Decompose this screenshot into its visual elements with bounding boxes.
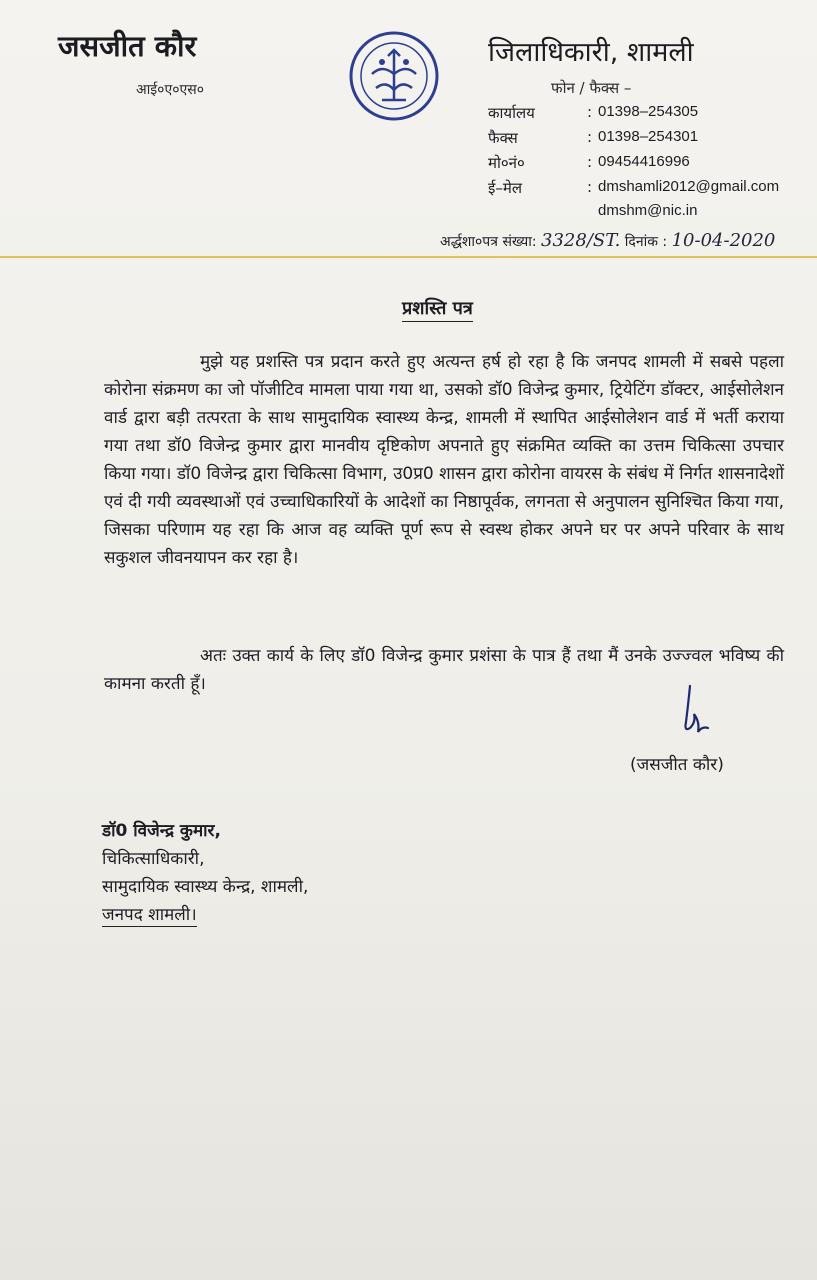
sender-name: जसजीत कौर	[58, 29, 197, 63]
header-divider	[0, 256, 817, 258]
contact-separator: :	[587, 153, 593, 171]
contact-separator: :	[587, 178, 593, 196]
letter-paragraph-1: मुझे यह प्रशस्ति पत्र प्रदान करते हुए अत्यन्त हर्ष हो रहा है कि जनपद शामली में सबसे पहला कोरोना संक्रमण का जो पॉजीटिव मामला पाया गया था, उसको डॉ0 विजेन्द्र कुमार, ट्रियेटिंग डॉक्टर, आईसोलेशन वार्ड द्वारा बड़ी तत्परता के साथ सामुदायिक स्वास्थ्य केन्द्र, शामली में स्थापित आईसोलेशन वार्ड में भर्ती कराया गया तथा डॉ0 विजेन्द्र कुमार द्वारा मानवीय दृष्टिकोण अपनाते हुए संक्रमित व्यक्ति का उत्तम चिकित्सा उपचार किया गया। डॉ0 विजेन्द्र द्वारा चिकित्सा विभाग, उ0प्र0 शासन द्वारा कोरोना वायरस के संबंध में निर्गत शासनादेशों एवं दी गयी व्यवस्थाओं एवं उच्चाधिकारियों के आदेशों का निष्ठापूर्वक, लगनता से अनुपालन सुनिश्चित किया गया, जिसका परिणाम यह रहा कि आज वह व्यक्ति पूर्ण रूप से स्वस्थ होकर अपने घर पर अपने परिवार के साथ सकुशल जीवनयापन कर रहा है।	[104, 352, 784, 568]
contact-label: कार्यालय	[488, 104, 535, 122]
reference-label: अर्द्धशा०पत्र संख्या:	[440, 234, 537, 250]
contact-label: मो०नं०	[488, 154, 525, 172]
recipient-name: डॉ0 विजेन्द्र कुमार,	[102, 821, 221, 841]
signer-name: (जसजीत कौर)	[630, 755, 724, 775]
up-government-emblem	[348, 30, 440, 122]
contact-separator: :	[587, 128, 593, 146]
recipient-district	[102, 902, 197, 925]
contact-value: 09454416996	[598, 153, 690, 170]
date-label: दिनांक :	[624, 234, 668, 250]
handwritten-signature	[668, 682, 716, 752]
contact-value: 01398–254301	[598, 128, 699, 145]
reference-number: 3328/ST.	[541, 230, 621, 251]
reference-line	[440, 230, 775, 251]
contact-email-2: dmshm@nic.in	[598, 202, 698, 219]
recipient-district-text: जनपद शामली।	[102, 905, 197, 925]
sender-title: आई०ए०एस०	[136, 82, 204, 98]
letter-subject: प्रशस्ति पत्र	[402, 296, 473, 322]
letter-paragraph-2: अतः उक्त कार्य के लिए डॉ0 विजेन्द्र कुमार प्रशंसा के पात्र हैं तथा मैं उनके उज्ज्वल भविष्य की कामना करती हूँ।	[104, 646, 784, 694]
contact-separator: :	[587, 103, 593, 121]
contact-value: 01398–254305	[598, 103, 699, 120]
recipient-office: सामुदायिक स्वास्थ्य केन्द्र, शामली,	[102, 877, 309, 897]
recipient-designation: चिकित्साधिकारी,	[102, 849, 205, 869]
contact-value: dmshamli2012@gmail.com	[598, 178, 780, 195]
phone-fax-heading: फोन / फैक्स –	[551, 79, 632, 97]
contact-label: ई–मेल	[488, 179, 523, 197]
date-value: 10-04-2020	[671, 230, 776, 251]
contact-label: फैक्स	[488, 129, 518, 147]
office-title: जिलाधिकारी, शामली	[488, 37, 694, 68]
